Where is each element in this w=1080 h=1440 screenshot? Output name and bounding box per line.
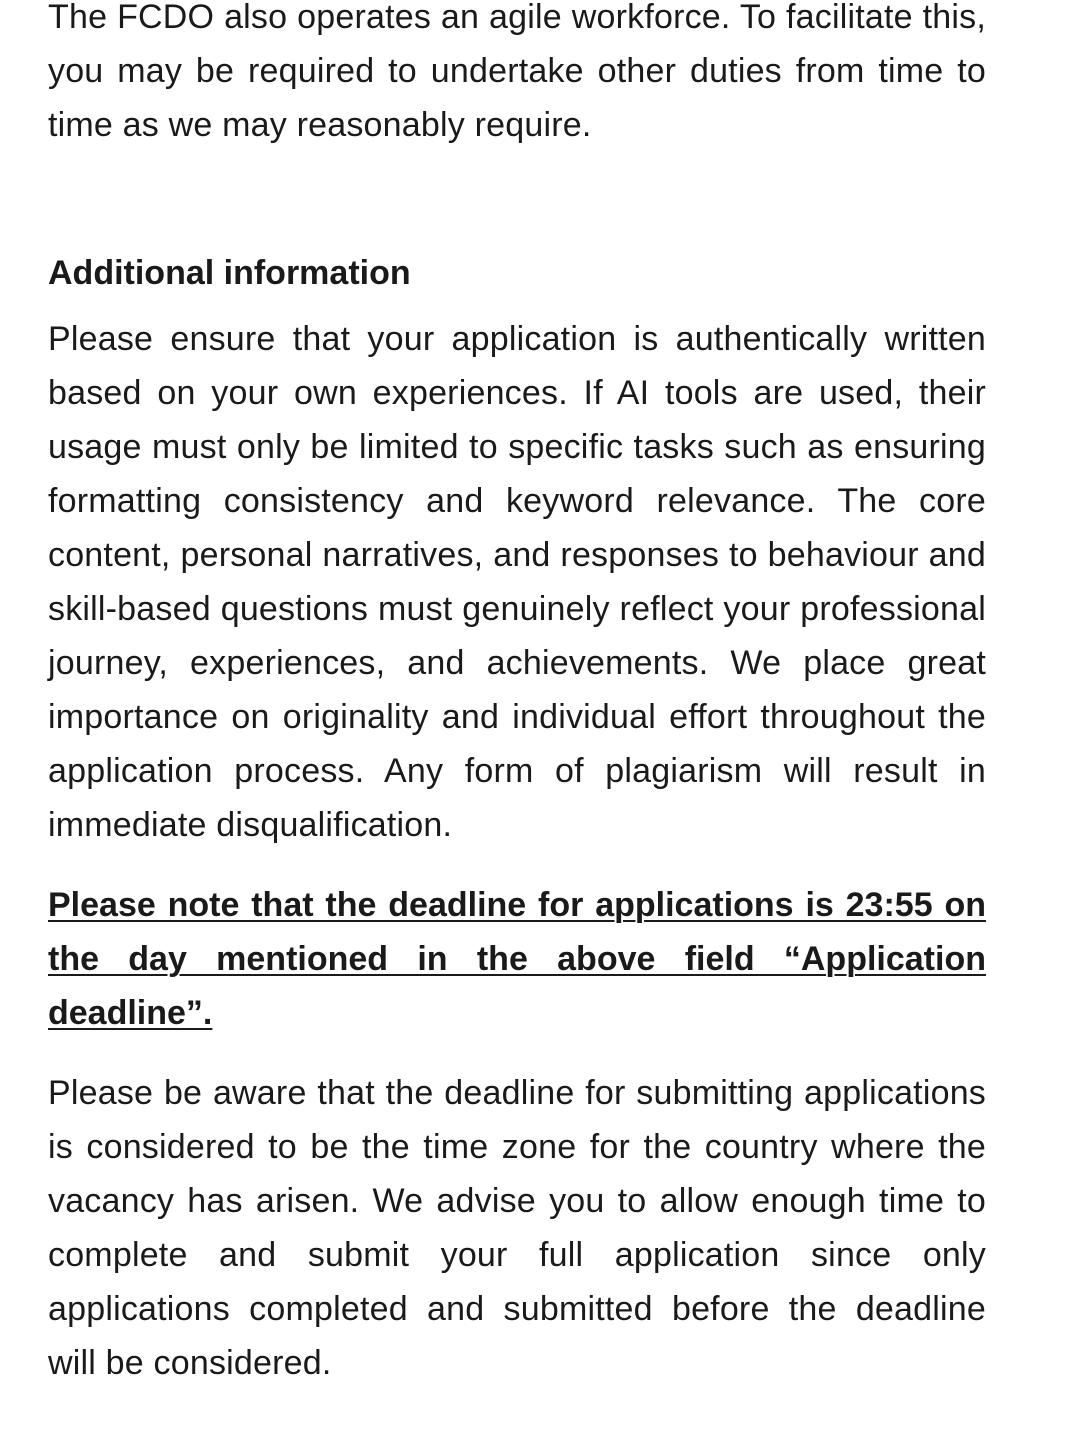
document-body [48, 0, 986, 1390]
intro-paragraph: The FCDO also operates an agile workforce. To facilitate this, you may be required to undertake other duties from time to time as we may reasonably require. [48, 0, 986, 144]
additional-information-paragraph: Please ensure that your application is authentically written based on your own experiences. If AI tools are used, their usage must only be limited to specific tasks such as ensuring formatting consistency and keyword relevance. The core content, personal narratives, and responses to behaviour and skill-based questions must genuinely reflect your professional journey, experiences, and achievements. We place great importance on originality and individual effort throughout the application process. Any form of plagiarism will result in immediate disqualification. [48, 320, 986, 844]
deadline-notice: Please note that the deadline for applications is 23:55 on the day mentioned in the above field “Application deadline”. [48, 886, 986, 1032]
section-heading-additional-information: Additional information [48, 254, 411, 292]
timezone-paragraph: Please be aware that the deadline for submitting applications is considered to be the time zone for the country where the vacancy has arisen. We advise you to allow enough time to complete and submit your full application since only applications completed and submitted before the deadline will be considered. [48, 1074, 986, 1382]
